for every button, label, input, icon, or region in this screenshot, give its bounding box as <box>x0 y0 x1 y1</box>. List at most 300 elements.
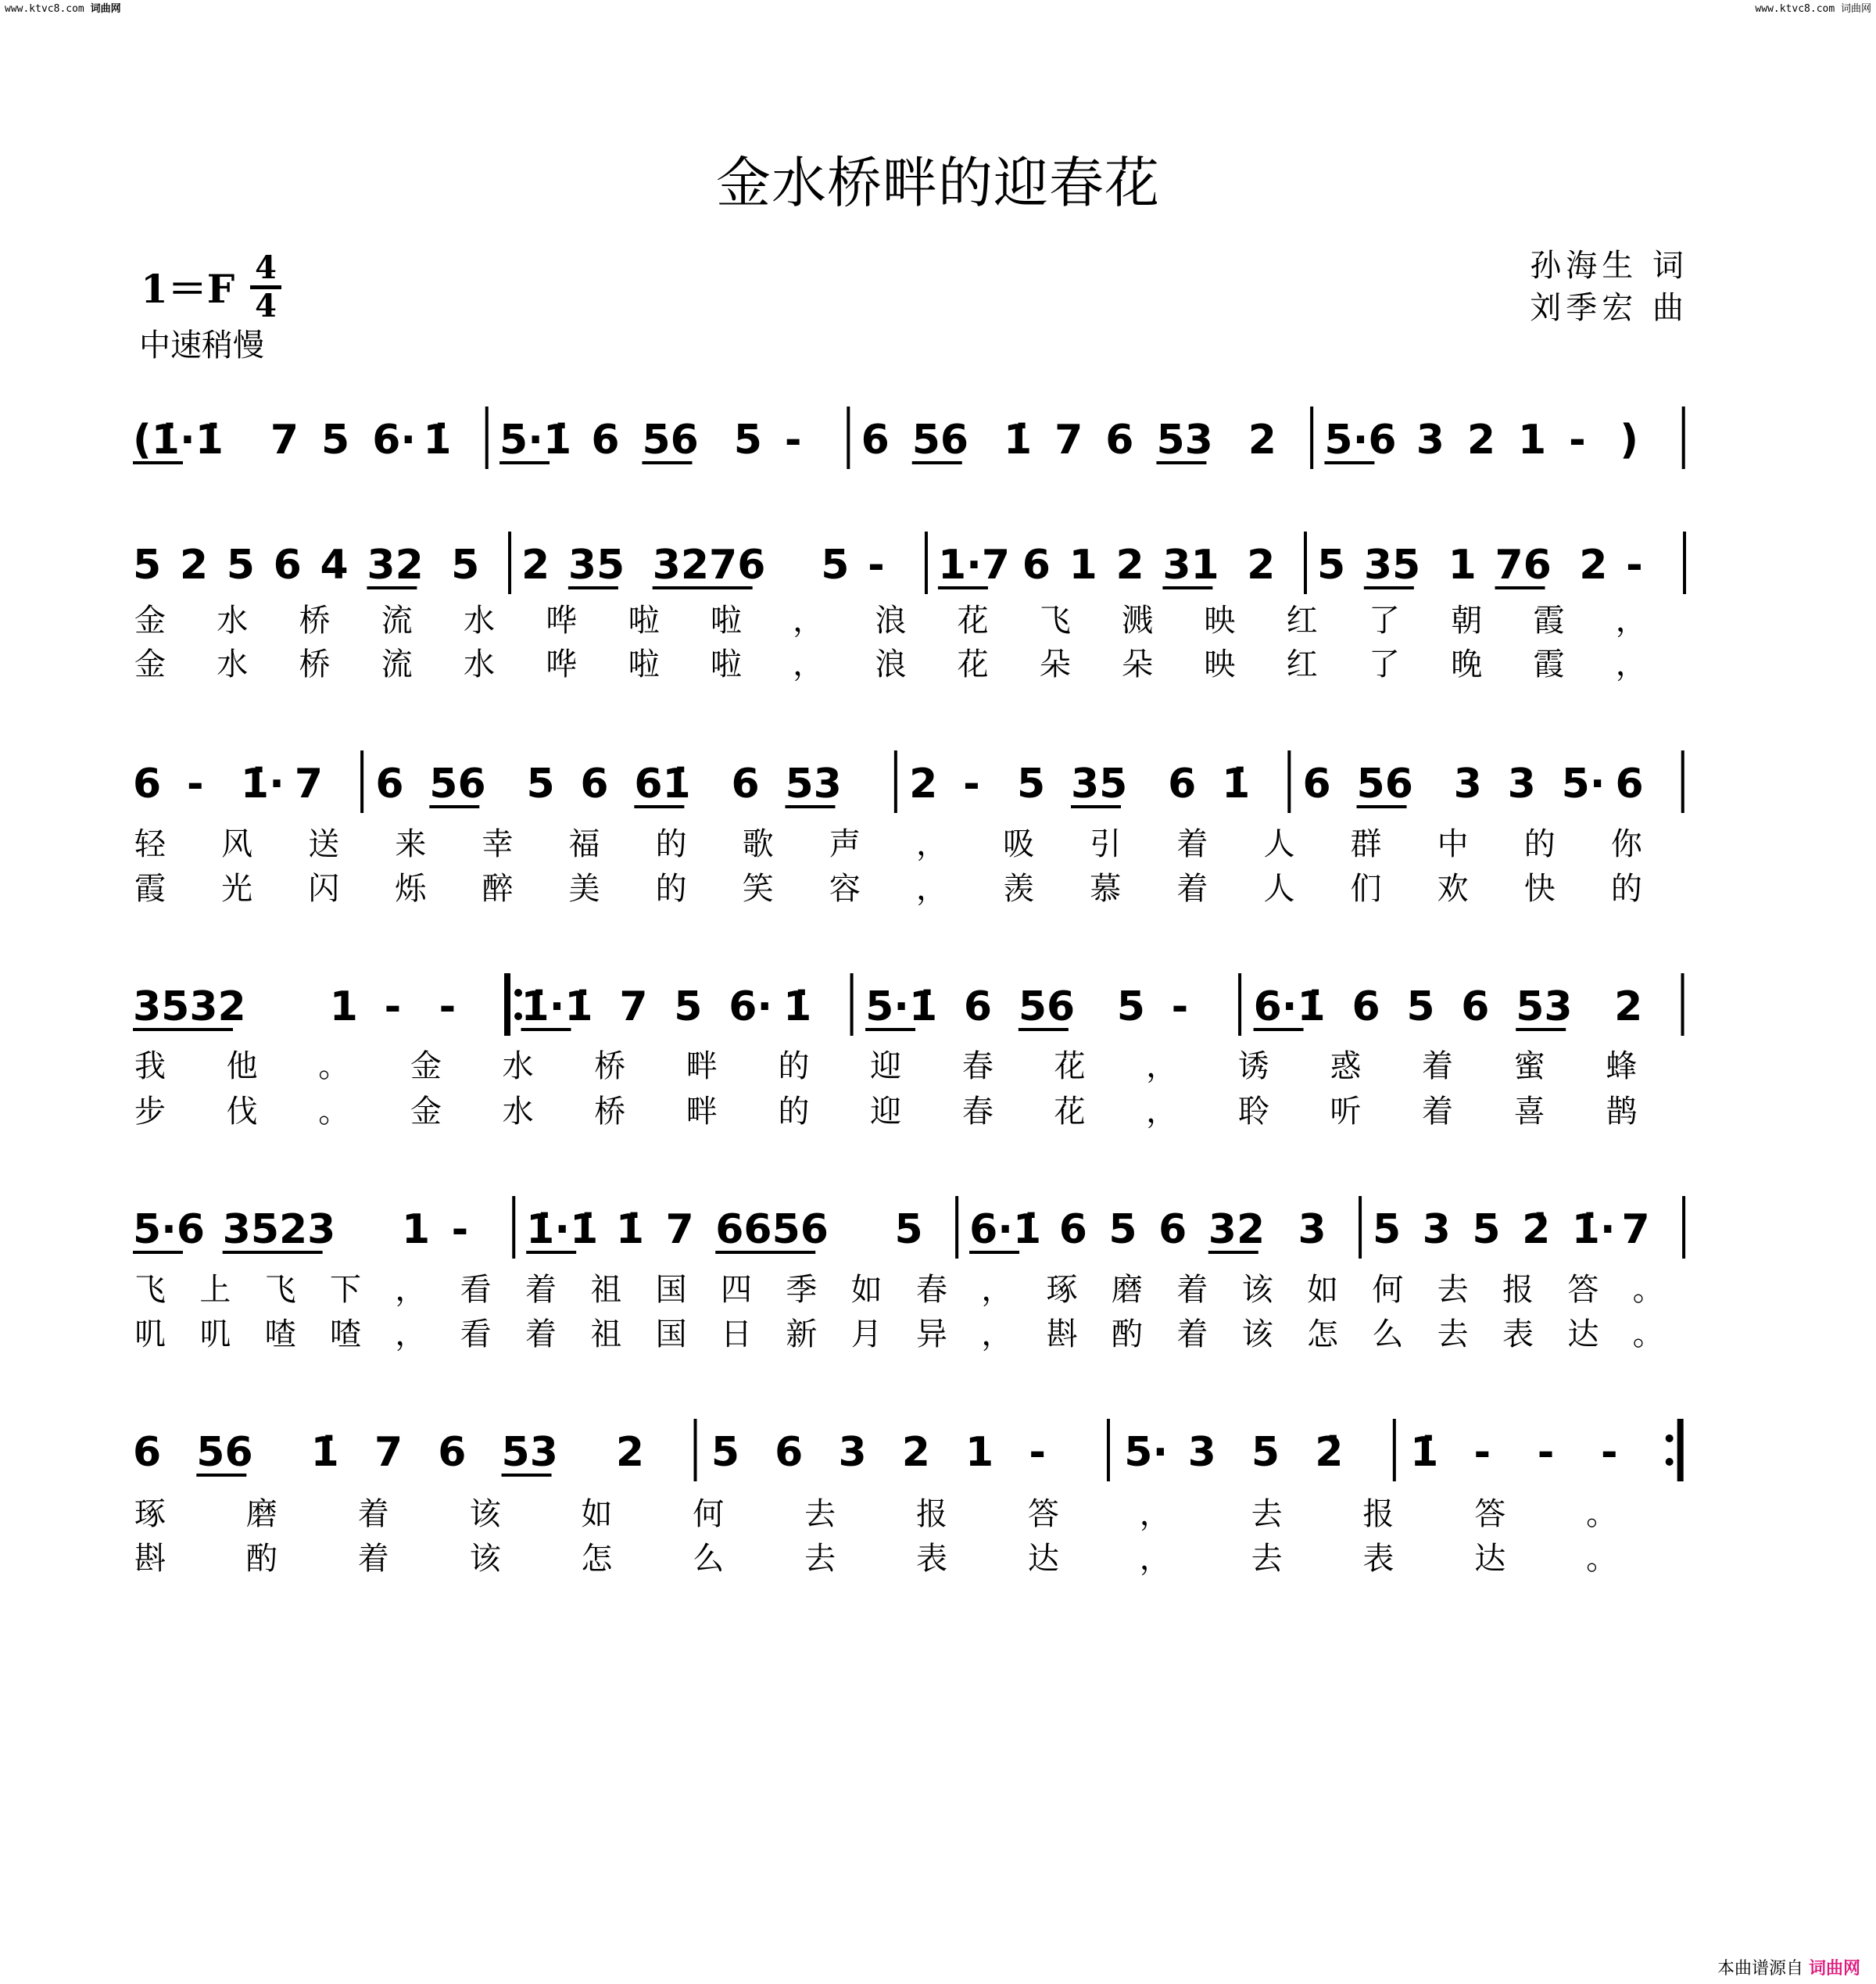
note-group: 4 <box>320 542 349 589</box>
lyric-char: 新 <box>786 1316 818 1352</box>
lyric-char: 轻 <box>134 826 166 862</box>
lyric-char: 怎 <box>1307 1316 1338 1352</box>
lyric-char: 报 <box>916 1496 947 1532</box>
lyric-char: 迎 <box>870 1094 902 1130</box>
note-group: 5 <box>1251 1429 1280 1476</box>
lyric-char: 的 <box>1523 826 1556 862</box>
note-group: 3 <box>1507 761 1536 808</box>
lyric-char: 国 <box>655 1316 687 1352</box>
lyric-char: 磨 <box>245 1496 277 1532</box>
lyric-char: 如 <box>581 1496 613 1532</box>
lyric-char: 琢 <box>134 1496 166 1532</box>
note-group: 1 <box>965 1429 994 1476</box>
note-group: 61̇ <box>634 761 691 808</box>
lyric-char: 报 <box>1362 1496 1394 1532</box>
lyric-char: 群 <box>1350 826 1382 862</box>
lyric-char: 烁 <box>395 871 427 907</box>
lyric-char: 聆 <box>1237 1094 1269 1130</box>
note-group: 7 <box>665 1206 694 1253</box>
note-group: 6 <box>1158 1206 1187 1253</box>
lyric-char: 达 <box>1567 1316 1599 1352</box>
lyric-char: 哗 <box>546 646 578 682</box>
lyric-char: 朝 <box>1451 603 1483 639</box>
note-group: 6 <box>775 1429 804 1476</box>
note-group: 1 <box>329 983 358 1030</box>
lyric-char: 下 <box>330 1272 361 1308</box>
lyric-char: 晚 <box>1451 646 1483 682</box>
lyric-verse-1 <box>134 596 1706 639</box>
note-group: 6 <box>1168 761 1197 808</box>
note-group: 2 <box>1579 542 1608 589</box>
lyricist-credit: 孙海生 词 <box>1530 248 1688 284</box>
lyric-char: 么 <box>693 1541 725 1577</box>
lyric-char: 蜜 <box>1513 1048 1545 1084</box>
note-group: 6 <box>1022 542 1051 589</box>
lyric-char: 哗 <box>546 603 578 639</box>
lyric-char: ， <box>916 826 947 862</box>
note-group: 6656 <box>715 1206 829 1253</box>
lyric-char: 该 <box>469 1496 501 1532</box>
note-group: - <box>451 1206 469 1253</box>
note-group: 3 <box>1187 1429 1216 1476</box>
note-group: 2̇ <box>1315 1429 1344 1476</box>
site-url-top-right: www.ktvc8.com 词曲网 <box>1755 3 1871 15</box>
lyric-char: 吸 <box>1003 826 1035 862</box>
lyric-char: 月 <box>850 1316 883 1352</box>
note-group: 53 <box>1516 983 1573 1030</box>
lyric-char: 水 <box>217 646 249 682</box>
note-group: 5 <box>133 542 162 589</box>
note-group: 3276 <box>652 542 766 589</box>
note-group: 2 <box>1248 417 1276 464</box>
lyric-char: 歌 <box>742 826 774 862</box>
lyric-char: 异 <box>916 1316 947 1352</box>
footer-source-label: 本曲谱源自 <box>1717 1959 1803 1979</box>
note-group: 1̇ <box>1410 1429 1439 1476</box>
lyric-char: 的 <box>655 871 687 907</box>
note-group: 1 <box>401 1206 431 1253</box>
note-group: - <box>186 761 204 808</box>
note-group: 3 <box>1416 417 1445 464</box>
note-group: 5 <box>1017 761 1046 808</box>
lyric-char: 看 <box>460 1272 492 1308</box>
note-group: 1̇ <box>615 1206 645 1253</box>
note-group: 3532 <box>133 983 246 1030</box>
lyric-char: 斟 <box>1046 1316 1078 1352</box>
note-group: 35 <box>567 542 625 589</box>
note-group: 5· <box>1561 761 1606 808</box>
lyric-char: 着 <box>1176 1316 1208 1352</box>
lyric-char: 鹊 <box>1606 1094 1638 1130</box>
note-group: 3 <box>1422 1206 1451 1253</box>
lyric-char: 着 <box>1176 1272 1208 1308</box>
lyric-char: ， <box>1139 1496 1171 1532</box>
lyric-char: 喜 <box>1513 1094 1545 1130</box>
note-group: 7 <box>619 983 648 1030</box>
note-group: 5 <box>711 1429 740 1476</box>
note-group: 3 <box>1298 1206 1326 1253</box>
lyric-char: 表 <box>1502 1316 1534 1352</box>
lyric-char: 上 <box>199 1272 231 1308</box>
lyric-char: 飞 <box>264 1272 296 1308</box>
note-group: 5 <box>321 417 350 464</box>
lyric-char: 。 <box>318 1048 350 1084</box>
note-group: 53 <box>501 1429 558 1476</box>
note-group: 3 <box>838 1429 867 1476</box>
note-group: - <box>1601 1429 1618 1476</box>
note-group: 5 <box>1116 983 1145 1030</box>
note-group: 1̇ <box>1004 417 1033 464</box>
lyric-char: 看 <box>460 1316 492 1352</box>
lyric-char: 们 <box>1350 871 1382 907</box>
lyric-char: 了 <box>1368 603 1400 639</box>
lyric-char: ， <box>916 871 947 907</box>
note-group: - <box>1473 1429 1491 1476</box>
lyric-char: 叽 <box>199 1316 231 1352</box>
note-group: 35 <box>1363 542 1421 589</box>
lyric-char: 着 <box>525 1272 557 1308</box>
lyric-char: 红 <box>1286 646 1318 682</box>
lyric-char: 。 <box>1586 1496 1618 1532</box>
note-group: 1̇ <box>310 1429 339 1476</box>
lyric-char: ， <box>1146 1094 1178 1130</box>
lyric-char: 福 <box>568 826 600 862</box>
repeat-dot <box>1666 1458 1674 1466</box>
lyric-char: 金 <box>134 646 166 682</box>
note-group: 6 <box>133 761 162 808</box>
note-group: 1 <box>1517 417 1547 464</box>
lyric-char: ， <box>1139 1541 1171 1577</box>
lyric-char: 。 <box>1632 1316 1664 1352</box>
note-group: 2 <box>521 542 550 589</box>
note-group: 2 <box>1247 542 1276 589</box>
note-group: 5 <box>1472 1206 1501 1253</box>
lyric-char: 么 <box>1372 1316 1404 1352</box>
lyric-char: 去 <box>804 1496 836 1532</box>
lyric-char: 水 <box>217 603 249 639</box>
lyric-char: 中 <box>1437 826 1469 862</box>
note-group: - <box>784 417 802 464</box>
lyric-char: 着 <box>525 1316 557 1352</box>
note-group: 56 <box>196 1429 253 1476</box>
lyric-char: 。 <box>318 1094 350 1130</box>
note-group: 6 <box>1105 417 1134 464</box>
lyric-char: 啦 <box>628 603 660 639</box>
note-group: 1·7 <box>937 542 1011 589</box>
note-group: 7 <box>294 761 324 808</box>
note-group: 6·1̇ <box>1253 983 1326 1030</box>
lyric-char: 畔 <box>686 1094 718 1130</box>
lyric-char: ， <box>395 1272 427 1308</box>
lyric-char: 了 <box>1368 646 1400 682</box>
lyric-char: 去 <box>1251 1541 1283 1577</box>
note-group: 56 <box>911 417 969 464</box>
lyric-char: 步 <box>134 1094 166 1130</box>
note-group: - <box>1569 417 1586 464</box>
time-signature-bottom: 4 <box>255 288 277 324</box>
note-group: - <box>1171 983 1189 1030</box>
note-group: 6 <box>438 1429 467 1476</box>
lyric-char: 溅 <box>1122 603 1154 639</box>
lyric-verse-1 <box>134 1041 1706 1084</box>
lyric-char: 答 <box>1027 1496 1059 1532</box>
lyric-char: 蜂 <box>1606 1048 1638 1084</box>
lyric-char: 桥 <box>594 1048 626 1084</box>
lyric-char: 该 <box>469 1541 501 1577</box>
lyric-char: 该 <box>1241 1272 1273 1308</box>
lyric-char: 闪 <box>308 871 340 907</box>
lyric-char: 水 <box>464 646 496 682</box>
lyric-char: 花 <box>957 603 989 639</box>
lyric-char: 惑 <box>1330 1048 1362 1084</box>
lyric-char: 他 <box>226 1048 258 1084</box>
note-group: 2 <box>909 761 938 808</box>
note-group: 31 <box>1162 542 1219 589</box>
lyric-char: 着 <box>1422 1048 1454 1084</box>
note-group: 32 <box>1208 1206 1266 1253</box>
note-group: 1̇·1̇ <box>526 1206 599 1253</box>
lyric-char: 去 <box>804 1541 836 1577</box>
lyric-verse-2 <box>134 1309 1706 1352</box>
note-group: 6 <box>731 761 760 808</box>
note-group: 2 <box>179 542 209 589</box>
note-group: 5· <box>1124 1429 1169 1476</box>
site-brand: 词曲网 <box>90 3 121 15</box>
lyric-char: 浪 <box>875 646 907 682</box>
note-group: - <box>384 983 402 1030</box>
note-group: 5·6 <box>133 1206 206 1253</box>
lyric-char: 祖 <box>590 1316 622 1352</box>
lyric-char: 酌 <box>1112 1316 1143 1352</box>
lyric-verse-2 <box>134 639 1706 682</box>
lyric-char: ， <box>1615 603 1647 639</box>
lyric-char: 来 <box>395 826 427 862</box>
lyric-char: 羡 <box>1003 871 1035 907</box>
lyric-char: 喳 <box>264 1316 296 1352</box>
note-group: 7 <box>1054 417 1083 464</box>
lyric-char: 着 <box>1422 1094 1454 1130</box>
lyric-char: 春 <box>961 1048 993 1084</box>
note-group: 6 <box>1352 983 1380 1030</box>
note-group: 7 <box>374 1429 403 1476</box>
lyric-char: 红 <box>1286 603 1318 639</box>
lyric-char: 答 <box>1474 1496 1506 1532</box>
song-title: 金水桥畔的迎春花 <box>716 151 1160 215</box>
lyric-char: 水 <box>464 603 496 639</box>
lyric-char: 季 <box>786 1272 818 1308</box>
lyric-char: 人 <box>1263 871 1295 907</box>
lyric-char: 酌 <box>245 1541 277 1577</box>
lyric-char: 幸 <box>482 826 514 862</box>
note-group: 6 <box>1615 761 1644 808</box>
lyric-verse-1 <box>134 1265 1706 1308</box>
note-group: 6·1̇ <box>969 1206 1042 1253</box>
lyric-char: 。 <box>1586 1541 1618 1577</box>
note-group: 6 <box>963 983 993 1030</box>
lyric-char: 祖 <box>590 1272 622 1308</box>
lyric-char: 着 <box>357 1541 389 1577</box>
lyric-verse-2 <box>134 1087 1706 1130</box>
lyric-char: 。 <box>1632 1272 1664 1308</box>
note-group: - <box>963 761 980 808</box>
lyric-char: 金 <box>134 603 166 639</box>
note-group: 5 <box>1372 1206 1402 1253</box>
lyric-char: 啦 <box>710 603 742 639</box>
lyric-char: ， <box>981 1272 1013 1308</box>
note-group: 1̇ <box>1222 761 1251 808</box>
lyric-char: 风 <box>221 826 253 862</box>
time-signature <box>250 249 281 324</box>
lyric-char: 春 <box>961 1094 993 1130</box>
note-group: 2 <box>901 1429 930 1476</box>
lyric-char: 桥 <box>299 603 331 639</box>
lyric-char: 的 <box>655 826 687 862</box>
lyric-char: 金 <box>410 1048 442 1084</box>
note-group: 6· <box>729 983 773 1030</box>
note-group: 2 <box>615 1429 645 1476</box>
lyric-char: ， <box>1146 1048 1178 1084</box>
site-url-top-left <box>5 0 121 15</box>
lyric-char: 欢 <box>1437 871 1469 907</box>
note-group: 56 <box>429 761 486 808</box>
lyric-char: 映 <box>1204 646 1236 682</box>
lyric-char: 快 <box>1523 871 1556 907</box>
lyric-char: 水 <box>502 1094 534 1130</box>
paren-close: ) <box>1620 417 1639 464</box>
note-group: 6 <box>1461 983 1490 1030</box>
note-group: 2 <box>1115 542 1144 589</box>
note-group: 6 <box>273 542 302 589</box>
note-group: 3523 <box>222 1206 336 1253</box>
note-group: 5 <box>821 542 850 589</box>
note-group: 5·1̇ <box>865 983 938 1030</box>
lyric-char: 朵 <box>1122 646 1154 682</box>
lyric-char: 飞 <box>1039 603 1071 639</box>
lyric-char: 流 <box>381 603 413 639</box>
note-group: 56 <box>642 417 699 464</box>
lyric-char: 声 <box>829 826 861 862</box>
lyric-char: 的 <box>1610 871 1642 907</box>
lyric-char: 着 <box>1176 871 1208 907</box>
lyric-char: 光 <box>221 871 253 907</box>
lyric-char: 浪 <box>875 603 907 639</box>
lyric-verse-1 <box>134 1489 1706 1532</box>
lyric-char: 花 <box>957 646 989 682</box>
repeat-dot <box>1666 1434 1674 1442</box>
note-group: 1̇· <box>1571 1206 1616 1253</box>
note-group: - <box>868 542 885 589</box>
lyric-char: 达 <box>1027 1541 1059 1577</box>
note-group: 3 <box>1453 761 1482 808</box>
note-group: 6 <box>1302 761 1331 808</box>
lyric-char: 国 <box>655 1272 687 1308</box>
lyric-char: 飞 <box>134 1272 166 1308</box>
lyric-verse-2 <box>134 1534 1706 1577</box>
note-group: 6 <box>861 417 890 464</box>
lyric-char: 朵 <box>1039 646 1071 682</box>
lyric-char: 何 <box>693 1496 725 1532</box>
lyric-char: 慕 <box>1090 871 1122 907</box>
note-group: 1 <box>1448 542 1477 589</box>
note-group: 5 <box>1316 542 1346 589</box>
note-group: - <box>1537 1429 1555 1476</box>
lyric-char: 霞 <box>134 871 166 907</box>
lyric-char: 如 <box>1307 1272 1338 1308</box>
lyric-char: ， <box>981 1316 1013 1352</box>
note-group: 2̇ <box>1522 1206 1551 1253</box>
lyric-char: 伐 <box>226 1094 258 1130</box>
tempo-marking: 中速稍慢 <box>139 328 264 363</box>
note-group: 5 <box>451 542 480 589</box>
lyric-char: 何 <box>1372 1272 1404 1308</box>
lyric-char: 听 <box>1330 1094 1362 1130</box>
footer-source <box>1717 1955 1860 1979</box>
note-group: 6 <box>375 761 404 808</box>
lyric-verse-2 <box>134 864 1706 907</box>
lyric-char: 我 <box>134 1048 166 1084</box>
note-group: - <box>439 983 456 1030</box>
note-group: 53 <box>785 761 842 808</box>
note-group: (1̇·1̇ <box>133 417 224 464</box>
lyric-char: 笑 <box>742 871 774 907</box>
lyric-char: 你 <box>1610 826 1642 862</box>
lyric-char: 日 <box>721 1316 752 1352</box>
footer-site-name: 词曲网 <box>1808 1959 1860 1979</box>
note-group: - <box>1029 1429 1046 1476</box>
lyric-char: 水 <box>502 1048 534 1084</box>
lyric-char: 着 <box>1176 826 1208 862</box>
lyric-char: 容 <box>829 871 861 907</box>
lyric-char: 的 <box>778 1048 810 1084</box>
lyric-char: 叽 <box>134 1316 166 1352</box>
notation-line <box>133 399 1704 492</box>
lyric-char: ， <box>793 646 825 682</box>
lyric-char: 人 <box>1263 826 1295 862</box>
note-group: 5 <box>1406 983 1435 1030</box>
lyric-char: 桥 <box>594 1094 626 1130</box>
lyric-char: 诱 <box>1237 1048 1269 1084</box>
lyric-char: 映 <box>1204 603 1236 639</box>
note-group: 1̇·1̇ <box>521 983 593 1030</box>
lyric-char: 表 <box>1362 1541 1394 1577</box>
note-group: 56 <box>1356 761 1413 808</box>
note-group: 5·6 <box>1324 417 1397 464</box>
composer-credit: 刘季宏 曲 <box>1530 290 1688 326</box>
lyric-char: 该 <box>1241 1316 1273 1352</box>
lyric-char: 迎 <box>870 1048 902 1084</box>
lyric-char: 畔 <box>686 1048 718 1084</box>
lyric-char: 金 <box>410 1094 442 1130</box>
note-group: - <box>1626 542 1643 589</box>
lyric-char: 流 <box>381 646 413 682</box>
note-group: 5 <box>526 761 555 808</box>
lyric-char: 的 <box>778 1094 810 1130</box>
lyric-char: 斟 <box>134 1541 166 1577</box>
note-group: 6 <box>133 1429 162 1476</box>
lyric-char: 春 <box>916 1272 947 1308</box>
note-group: 32 <box>367 542 424 589</box>
lyric-char: 引 <box>1090 826 1122 862</box>
lyric-char: 去 <box>1437 1272 1469 1308</box>
note-group: 1 <box>1069 542 1097 589</box>
lyric-char: 喳 <box>330 1316 361 1352</box>
lyric-char: 送 <box>308 826 340 862</box>
lyric-char: 霞 <box>1533 646 1565 682</box>
note-group: 5 <box>894 1206 923 1253</box>
lyric-char: 桥 <box>299 646 331 682</box>
lyric-char: 表 <box>916 1541 947 1577</box>
lyric-char: 去 <box>1251 1496 1283 1532</box>
